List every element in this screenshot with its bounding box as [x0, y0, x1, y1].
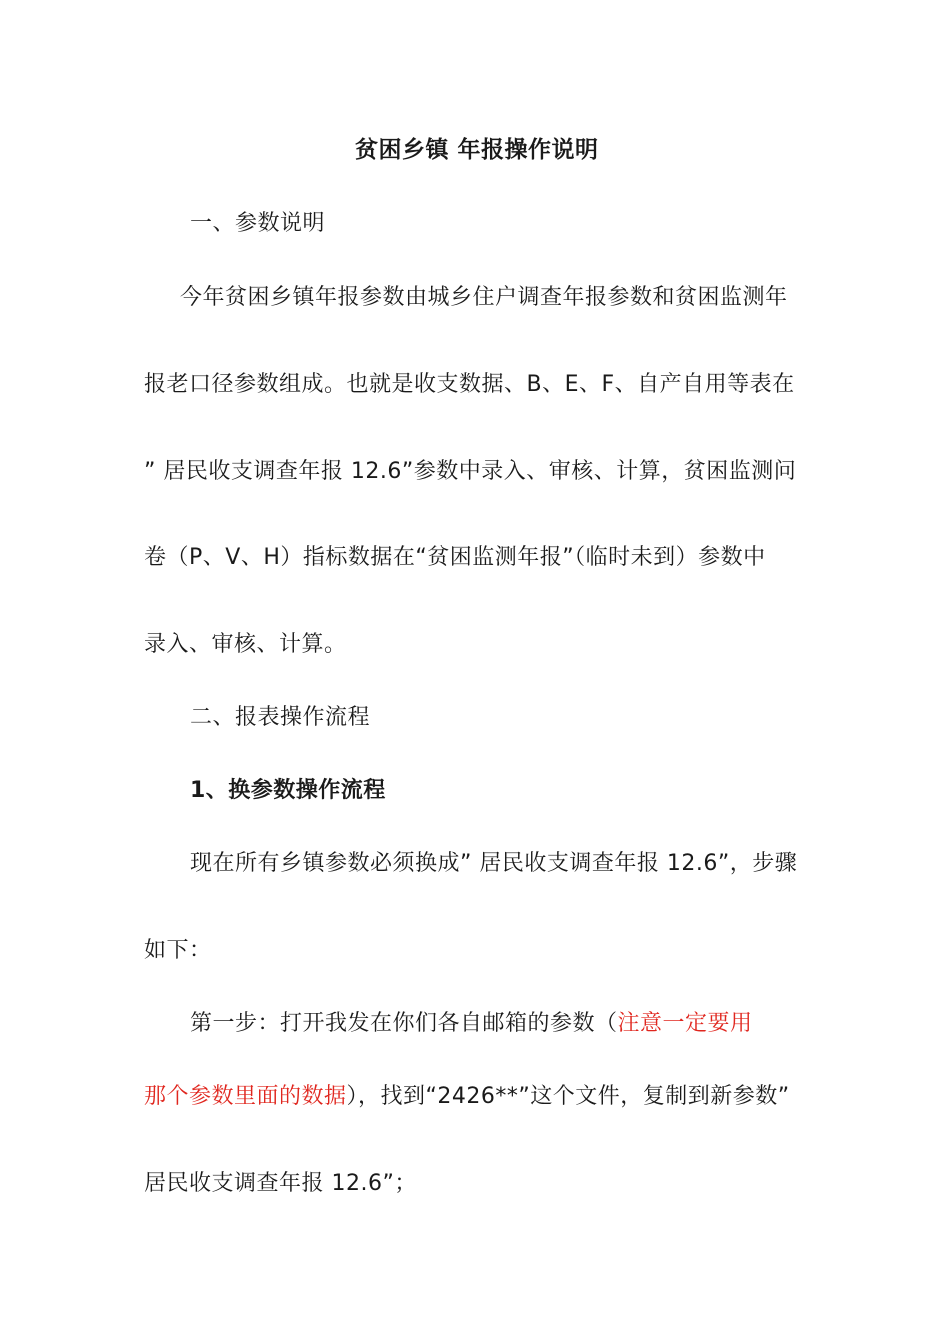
section-heading-parameters: 一、参数说明	[190, 211, 326, 236]
step-one-text: ），找到“2426**”这个文件，复制到新参数”	[346, 1084, 790, 1109]
subsection-heading: 1、换参数操作流程	[190, 778, 386, 803]
step-one-highlight: 注意一定要用	[617, 1011, 753, 1036]
step-one-text: 第一步：打开我发在你们各自邮箱的参数（	[190, 1011, 618, 1036]
paragraph-line: 现在所有乡镇参数必须换成” 居民收支调查年报 12.6”，步骤	[190, 851, 798, 876]
step-one-highlight: 那个参数里面的数据	[144, 1084, 347, 1109]
document-title: 贫困乡镇 年报操作说明	[355, 137, 599, 163]
section-heading-workflow: 二、报表操作流程	[190, 705, 371, 730]
paragraph-line: 卷（P、V、H）指标数据在“贫困监测年报”（临时未到）参数中	[144, 545, 766, 570]
paragraph-line: ” 居民收支调查年报 12.6”参数中录入、审核、计算，贫困监测问	[144, 459, 797, 484]
step-one-line: 居民收支调查年报 12.6”；	[144, 1171, 417, 1196]
step-one-line	[190, 1009, 753, 1039]
paragraph-line: 今年贫困乡镇年报参数由城乡住户调查年报参数和贫困监测年	[180, 285, 788, 310]
paragraph-line: 报老口径参数组成。也就是收支数据、B、E、F、自产自用等表在	[144, 372, 795, 397]
paragraph-line: 录入、审核、计算。	[144, 632, 347, 657]
step-one-line	[144, 1082, 790, 1112]
paragraph-line: 如下：	[144, 938, 212, 963]
